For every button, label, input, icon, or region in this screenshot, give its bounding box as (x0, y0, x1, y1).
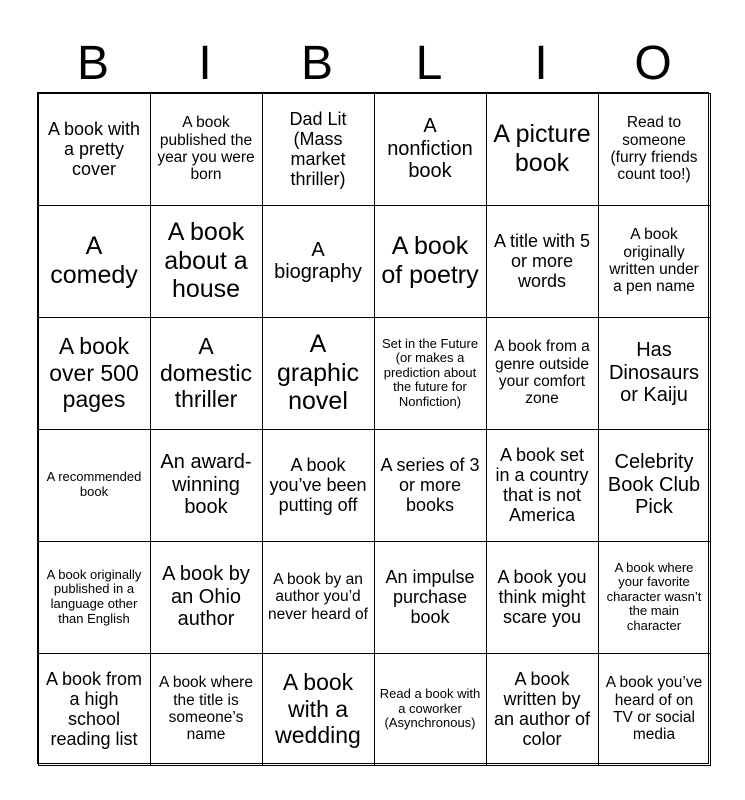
cell-text: Celebrity Book Club Pick (607, 451, 701, 519)
bingo-cell[interactable] (38, 653, 151, 766)
cell-text: Set in the Future (or makes a prediction about the future for Nonfiction) (381, 335, 479, 409)
cell-text: An award-winning book (160, 451, 252, 519)
bingo-grid (37, 92, 709, 764)
bingo-cell[interactable] (486, 317, 599, 430)
bingo-cell[interactable] (374, 205, 487, 318)
cell-text: Dad Lit (Mass market thriller) (289, 108, 347, 190)
cell-text: A book you’ve heard of on TV or social media (605, 674, 703, 744)
cell-text: A domestic thriller (159, 333, 253, 413)
cell-text: Read a book with a coworker (Asynchronous) (379, 686, 481, 731)
bingo-cell[interactable] (262, 205, 375, 318)
bingo-cell[interactable] (598, 205, 711, 318)
header-letter-b: B (76, 37, 109, 90)
cell-text: A biography (274, 238, 362, 283)
bingo-cell[interactable] (486, 653, 599, 766)
bingo-cell[interactable] (486, 541, 599, 654)
cell-text: A book where your favorite character wasn’t the main character (606, 559, 702, 633)
bingo-cell[interactable] (38, 429, 151, 542)
bingo-cell[interactable] (262, 429, 375, 542)
cell-text: A book originally published in a language other than English (46, 566, 142, 626)
header-letter-o: O (634, 37, 672, 90)
bingo-cell[interactable] (262, 653, 375, 766)
cell-text: Read to someone (furry friends count too!) (610, 114, 698, 184)
cell-text: A book originally written under a pen name (609, 226, 699, 296)
cell-text: A series of 3 or more books (380, 454, 480, 516)
bingo-cell[interactable] (150, 205, 263, 318)
cell-text: A book by an author you’d never heard of (268, 570, 368, 623)
bingo-cell[interactable] (598, 541, 711, 654)
bingo-cell[interactable] (150, 317, 263, 430)
bingo-cell[interactable] (38, 317, 151, 430)
bingo-cell[interactable] (262, 317, 375, 430)
cell-text: A recommended book (46, 469, 142, 499)
cell-text: A book from a high school reading list (45, 668, 143, 750)
header-letter-l: L (415, 37, 443, 90)
cell-text: A picture book (493, 120, 591, 177)
cell-text: A book with a wedding (275, 669, 361, 749)
bingo-cell[interactable] (150, 541, 263, 654)
bingo-cell[interactable] (374, 317, 487, 430)
cell-text: A book from a genre outside your comfort zone (494, 338, 590, 408)
bingo-cell[interactable] (38, 541, 151, 654)
bingo-cell[interactable] (374, 93, 487, 206)
cell-text: A book with a pretty cover (47, 118, 141, 180)
bingo-cell[interactable] (150, 93, 263, 206)
cell-text: A book of poetry (381, 232, 479, 289)
cell-text: A book you’ve been putting off (269, 454, 367, 516)
bingo-cell[interactable] (374, 653, 487, 766)
bingo-cell[interactable] (486, 93, 599, 206)
bingo-cell[interactable] (374, 429, 487, 542)
cell-text: An impulse purchase book (385, 566, 475, 628)
bingo-cell[interactable] (262, 93, 375, 206)
cell-text: A book over 500 pages (49, 333, 139, 413)
cell-text: A book published the year you were born (157, 114, 255, 184)
cell-text: A graphic novel (277, 329, 359, 416)
bingo-cell[interactable] (374, 541, 487, 654)
bingo-cell[interactable] (38, 93, 151, 206)
bingo-cell[interactable] (150, 429, 263, 542)
cell-text: A comedy (50, 232, 138, 289)
cell-text: A nonfiction book (387, 115, 473, 183)
header-letter-b: B (300, 37, 333, 90)
bingo-cell[interactable] (486, 429, 599, 542)
cell-text: A book about a house (164, 217, 248, 304)
bingo-cell[interactable] (598, 93, 711, 206)
bingo-cell[interactable] (598, 653, 711, 766)
header-letter-i: I (534, 37, 548, 90)
bingo-header (37, 36, 709, 92)
cell-text: A book by an Ohio author (162, 563, 250, 631)
cell-text: A book where the title is someone’s name (159, 674, 253, 744)
cell-text: A book written by an author of color (493, 668, 591, 750)
cell-text: Has Dinosaurs or Kaiju (608, 339, 700, 407)
bingo-cell[interactable] (150, 653, 263, 766)
header-letter-i: I (198, 37, 212, 90)
cell-text: A book set in a country that is not America (495, 444, 589, 526)
bingo-cell[interactable] (598, 429, 711, 542)
cell-text: A book you think might scare you (497, 566, 587, 628)
bingo-cell[interactable] (486, 205, 599, 318)
cell-text: A title with 5 or more words (493, 230, 591, 292)
bingo-cell[interactable] (598, 317, 711, 430)
bingo-cell[interactable] (38, 205, 151, 318)
bingo-cell[interactable] (262, 541, 375, 654)
